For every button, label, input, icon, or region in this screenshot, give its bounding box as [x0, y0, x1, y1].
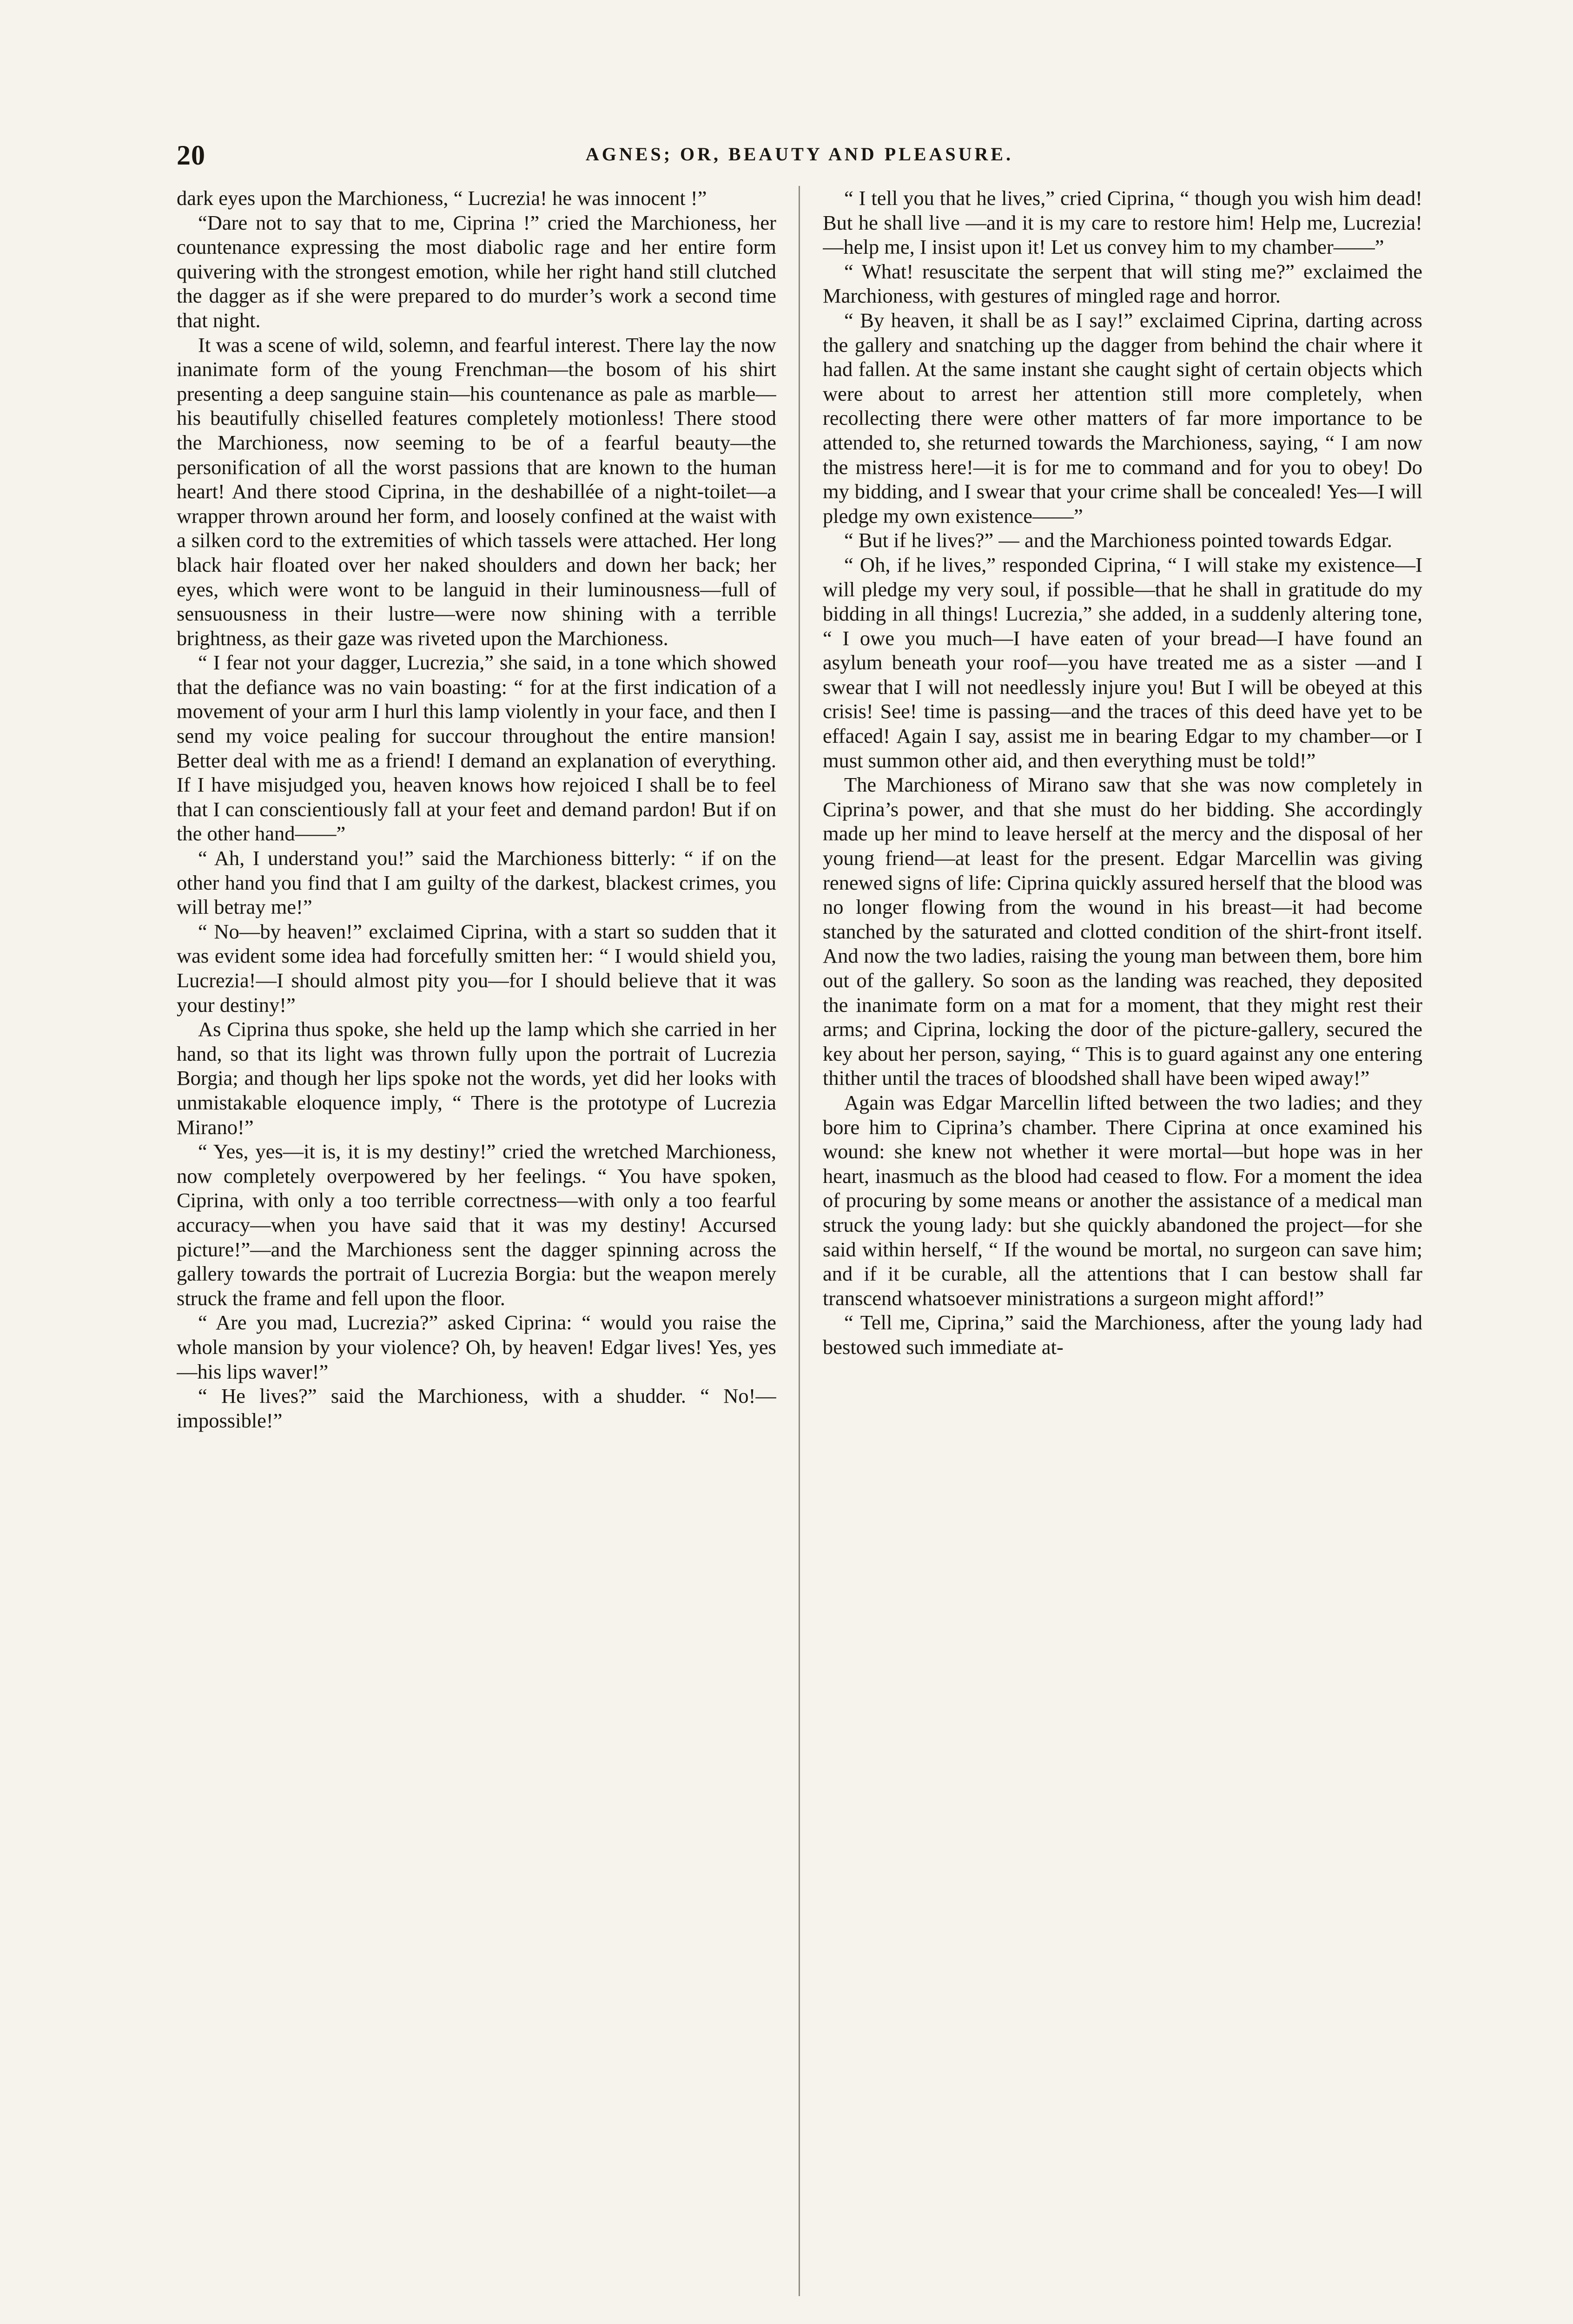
paragraph: “ By heaven, it shall be as I say!” exclaimed Ciprina, darting across the gallery and snatching up the dagger from behind the chair where it had fallen. At the same instant she caught sight of certain objects which were about to arrest her attention still more completely, when recollecting there were other matters of far more importance to be attended to, she returned towards the Marchioness, saying, “ I am now the mistress here!—it is for me to command and for you to obey! Do my bidding, and I swear that your crime shall be concealed! Yes—I will pledge my own existence——” [823, 308, 1422, 528]
left-column [177, 186, 776, 2296]
paragraph: The Marchioness of Mirano saw that she was now completely in Ciprina’s power, and that she must do her bidding. She accordingly made up her mind to leave herself at the mercy and the disposal of her young friend—at least for the present. Edgar Marcellin was giving renewed signs of life: Ciprina quickly assured herself that the blood was no longer flowing from the wound in his breast—it had become stanched by the saturated and clotted condition of the shirt-front itself. And now the two ladies, raising the young man between them, bore him out of the gallery. So soon as the landing was reached, they deposited the inanimate form on a mat for a moment, that they might rest their arms; and Ciprina, locking the door of the picture-gallery, secured the key about her person, saying, “ This is to guard against any one entering thither until the traces of bloodshed shall have been wiped away!” [823, 773, 1422, 1090]
paragraph: “ What! resuscitate the serpent that will sting me?” exclaimed the Marchioness, with gestures of mingled rage and horror. [823, 259, 1422, 308]
paragraph: As Ciprina thus spoke, she held up the lamp which she carried in her hand, so that its light was thrown fully upon the portrait of Lucrezia Borgia; and though her lips spoke not the words, yet did her looks with unmistakable eloquence imply, “ There is the prototype of Lucrezia Mirano!” [177, 1017, 776, 1139]
paragraph: “ I fear not your dagger, Lucrezia,” she said, in a tone which showed that the defiance was no vain boasting: “ for at the first indication of a movement of your arm I hurl this lamp violently in your face, and then I send my voice pealing for succour throughout the entire mansion! Better deal with me as a friend! I demand an explanation of everything. If I have misjudged you, heaven knows how rejoiced I shall be to feel that I can conscientiously fall at your feet and demand pardon! But if on the other hand——” [177, 651, 776, 845]
text-columns [177, 186, 1422, 2296]
paragraph: “ Ah, I understand you!” said the Marchioness bitterly: “ if on the other hand you find that I am guilty of the darkest, blackest crimes, you will betray me!” [177, 846, 776, 919]
paragraph: “Dare not to say that to me, Ciprina !” cried the Marchioness, her countenance expressing the most diabolic rage and her entire form quivering with the strongest emotion, while her right hand still clutched the dagger as if she were prepared to do murder’s work a second time that night. [177, 211, 776, 332]
paragraph: “ I tell you that he lives,” cried Ciprina, “ though you wish him dead! But he shall live —and it is my care to restore him! Help me, Lucrezia!—help me, I insist upon it! Let us convey him to my chamber——” [823, 186, 1422, 259]
paragraph: Again was Edgar Marcellin lifted between the two ladies; and they bore him to Ciprina’s chamber. There Ciprina at once examined his wound: she knew not whether it were mortal—but hope was in her heart, inasmuch as the blood had ceased to flow. For a moment the idea of procuring by some means or another the assistance of a medical man struck the young lady: but she quickly abandoned the project—for she said within herself, “ If the wound be mortal, no surgeon can save him; and if it be curable, all the attentions that I can bestow shall far transcend whatsoever ministrations a surgeon might afford!” [823, 1090, 1422, 1310]
paragraph: It was a scene of wild, solemn, and fearful interest. There lay the now inanimate form of the young Frenchman—the bosom of his shirt presenting a deep sanguine stain—his countenance as pale as marble—his beautifully chiselled features completely motionless! There stood the Marchioness, now seeming to be of a fearful beauty—the personification of all the worst passions that are known to the human heart! And there stood Ciprina, in the deshabillée of a night-toilet—a wrapper thrown around her form, and loosely confined at the waist with a silken cord to the extremities of which tassels were attached. Her long black hair floated over her naked shoulders and down her back; her eyes, which were wont to be languid in their luminousness—full of sensuousness in their lustre—were now shining with a terrible brightness, as their gaze was riveted upon the Marchioness. [177, 333, 776, 650]
paragraph: “ But if he lives?” — and the Marchioness pointed towards Edgar. [844, 528, 1392, 552]
running-head [177, 139, 1422, 177]
paragraph: “ Are you mad, Lucrezia?” asked Ciprina: “ would you raise the whole mansion by your violence? Oh, by heaven! Edgar lives! Yes, yes—his lips waver!” [177, 1311, 776, 1383]
paragraph: “ Tell me, Ciprina,” said the Marchioness, after the young lady had bestowed such immediate at- [823, 1311, 1422, 1359]
paragraph: “ Oh, if he lives,” responded Ciprina, “ I will stake my existence—I will pledge my very soul, if possible—that he shall in gratitude do my bidding in all things! Lucrezia,” she added, in a suddenly altering tone, “ I owe you much—I have eaten of your bread—I have found an asylum beneath your roof—you have treated me as a sister —and I swear that I will not needlessly injure you! But I will be obeyed at this crisis! See! time is passing—and the traces of this deed have yet to be effaced! Again I say, assist me in bearing Edgar to my chamber—or I must summon other aid, and then everything must be told!” [823, 553, 1422, 772]
paragraph: “ He lives?” said the Marchioness, with a shudder. “ No!—impossible!” [177, 1384, 776, 1432]
paragraph: “ Yes, yes—it is, it is my destiny!” cried the wretched Marchioness, now completely overpowered by her feelings. “ You have spoken, Ciprina, with only a too terrible correctness—with only a too fearful accuracy—when you have said that it was my destiny! Accursed picture!”—and the Marchioness sent the dagger spinning across the gallery towards the portrait of Lucrezia Borgia: but the weapon merely struck the frame and fell upon the floor. [177, 1140, 776, 1310]
running-title: AGNES; OR, BEAUTY AND PLEASURE. [585, 144, 1014, 165]
page-number: 20 [177, 140, 205, 171]
paragraph: “ No—by heaven!” exclaimed Ciprina, with a start so sudden that it was evident some idea had forcefully smitten her: “ I would shield you, Lucrezia!—I should almost pity you—for I should believe that it was your destiny!” [177, 919, 776, 1017]
paragraph: dark eyes upon the Marchioness, “ Lucrezia! he was innocent !” [177, 186, 707, 210]
right-column [823, 186, 1422, 2296]
column-divider [799, 186, 800, 2296]
